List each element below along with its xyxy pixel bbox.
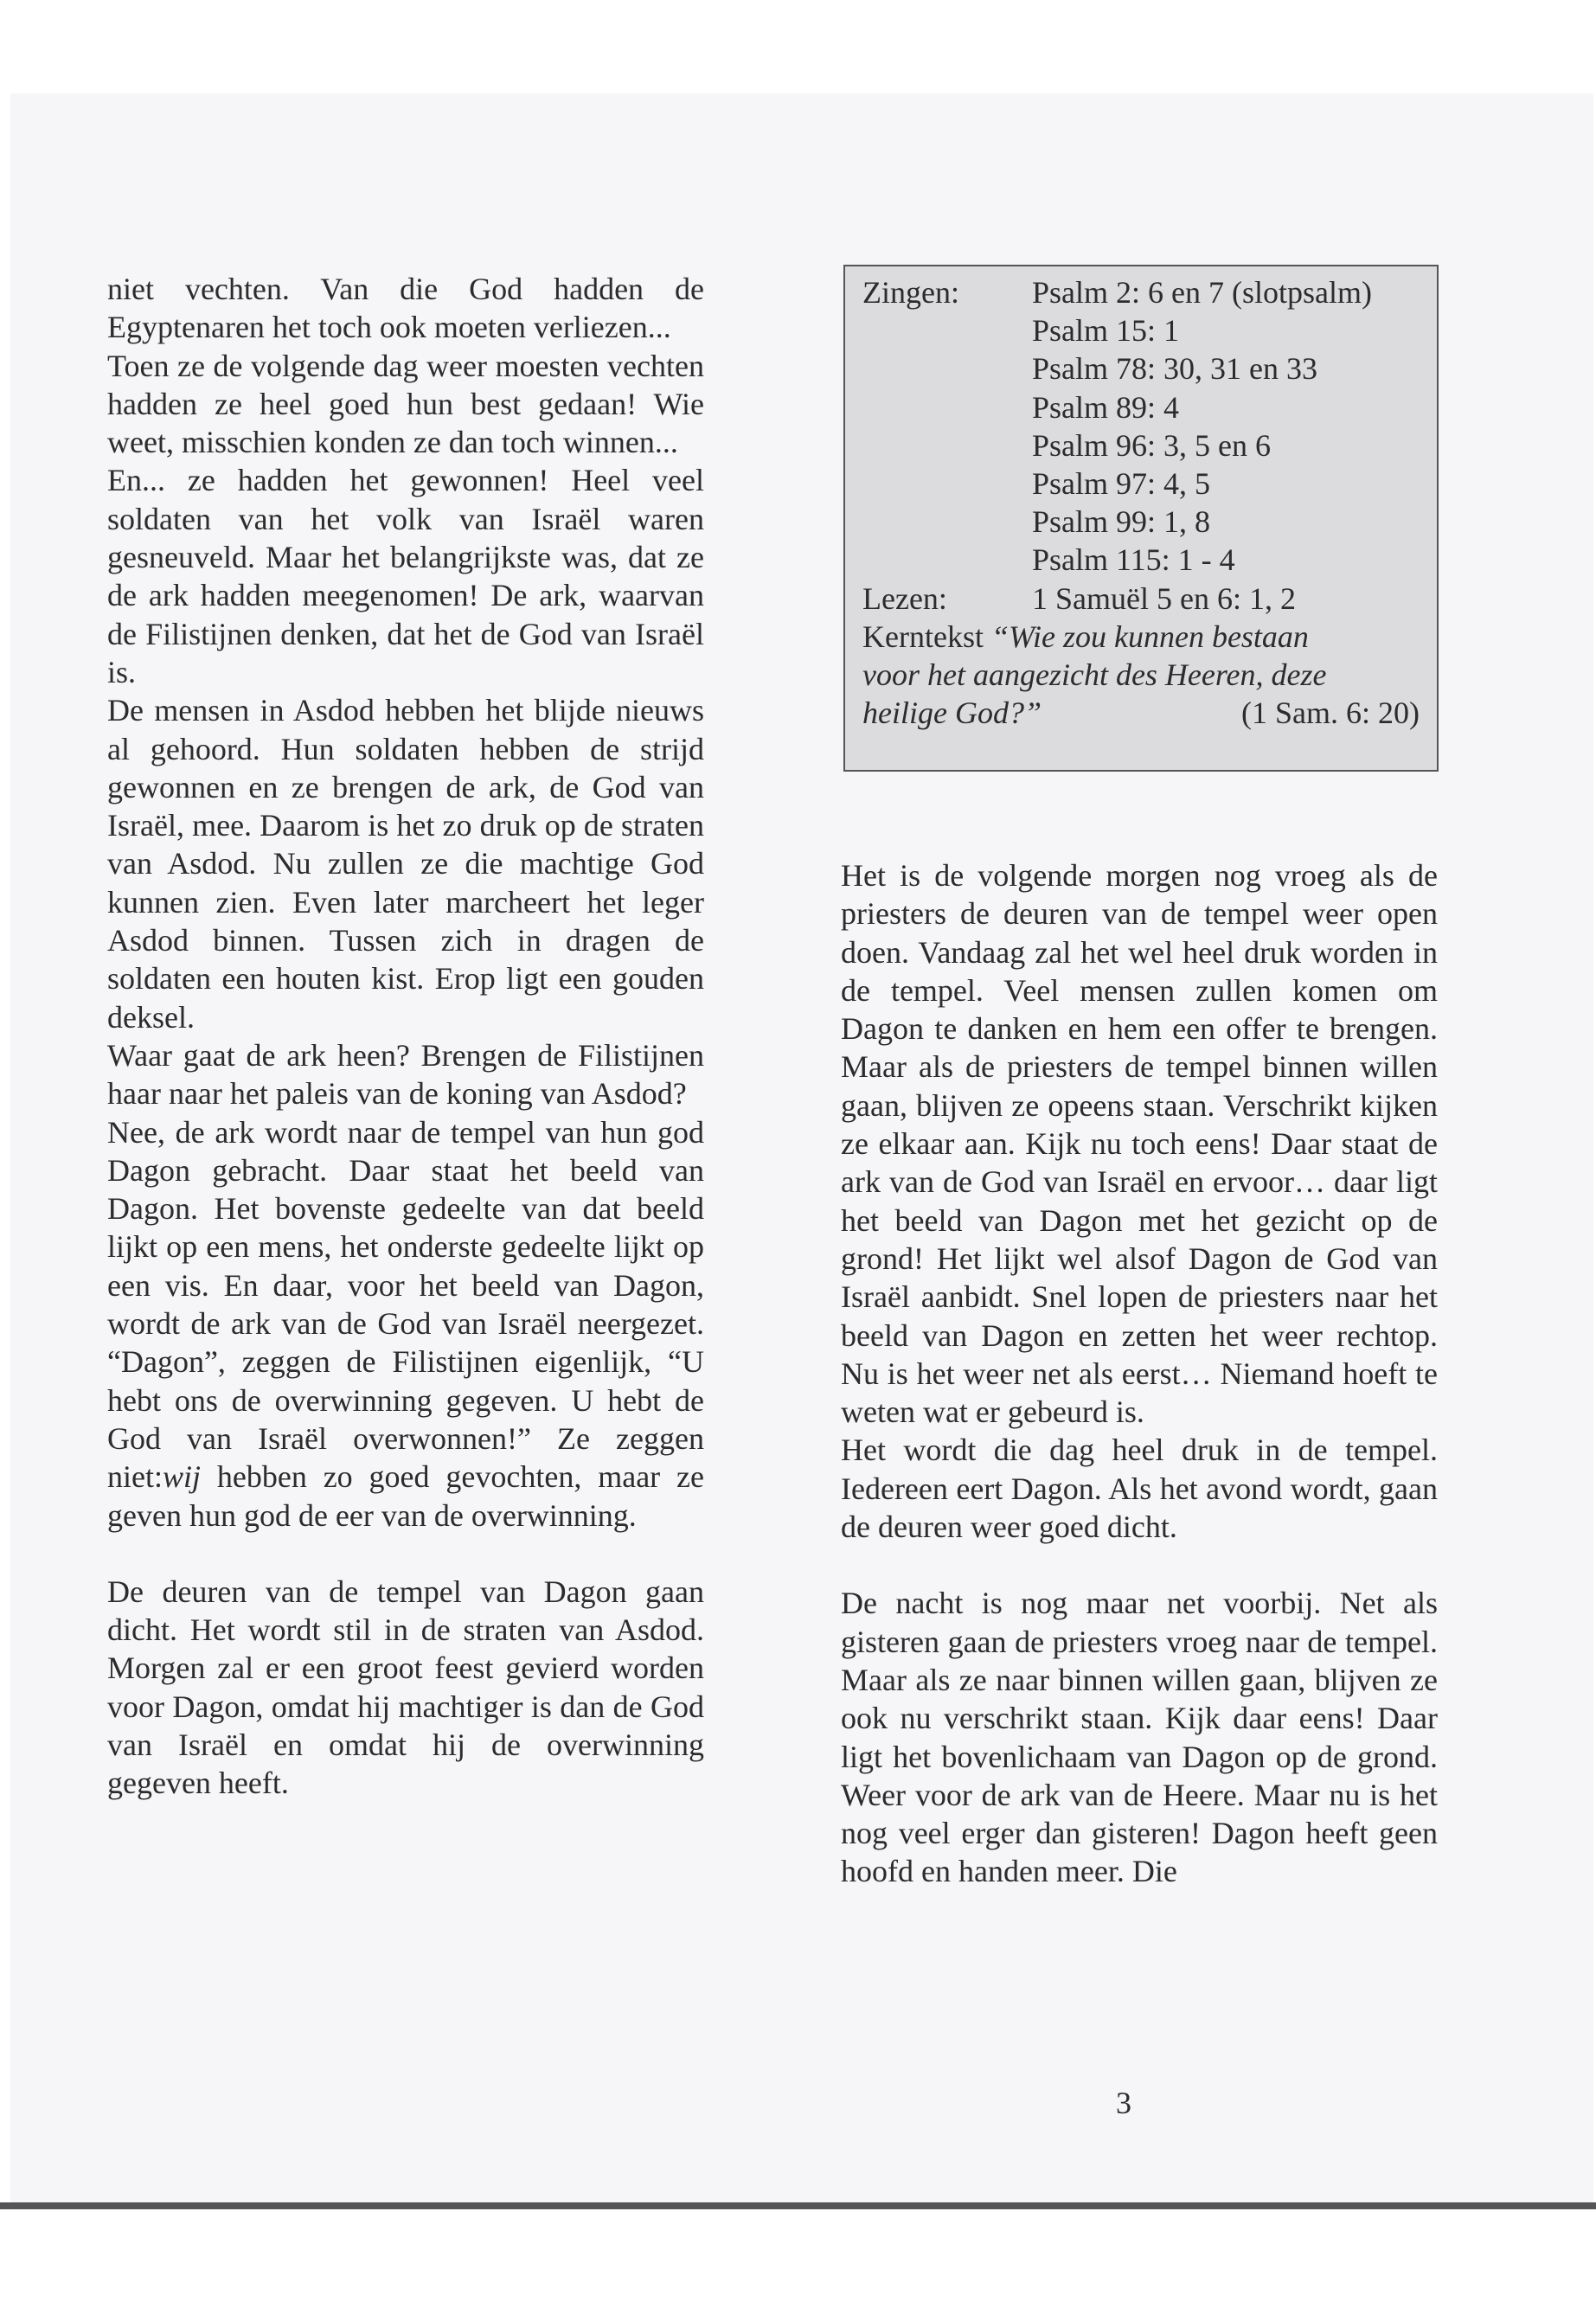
- kerntekst-row-2: [862, 656, 1420, 694]
- psalm-row: [862, 503, 1420, 541]
- psalm-row-indent: [862, 349, 1032, 388]
- zingen-label: Zingen:: [862, 275, 959, 310]
- left-column: [107, 270, 704, 1803]
- left-paragraph-6-rest: hebben zo goed gevochten, maar ze geven hun god de eer van de overwinning.: [107, 1459, 704, 1533]
- kerntekst-line-1: “Wie zou kunnen bestaan: [990, 619, 1309, 654]
- lezen-label: Lezen:: [862, 580, 947, 616]
- kerntekst-label: Kerntekst: [862, 619, 984, 654]
- lezen-row: [862, 580, 1420, 618]
- psalm-row: [862, 426, 1420, 465]
- kerntekst-line-2: voor het aangezicht des Heeren, deze: [862, 657, 1327, 693]
- right-column: [841, 856, 1438, 1891]
- left-paragraph-6-italic: wij: [162, 1459, 201, 1495]
- left-paragraph-4: De mensen in Asdod hebben het blijde nieuws al gehoord. Hun soldaten hebben de strijd gewonnen en ze brengen de ark, de God van Israël, mee. Daarom is het zo druk op de straten van Asdod. Nu zullen ze die machtige God kunnen zien. Even later marcheert het leger Asdod binnen. Tussen zich in dragen de soldaten een houten kist. Erop ligt een gouden deksel.: [107, 693, 704, 1035]
- psalm-row-indent: [862, 503, 1032, 541]
- left-paragraph-5: Waar gaat de ark heen? Brengen de Filistijnen haar naar het paleis van de koning van Asdod?: [107, 1037, 704, 1112]
- left-paragraph-1: niet vechten. Van die God hadden de Egyptenaren het toch ook moeten verliezen...: [107, 272, 704, 345]
- left-paragraph-2: Toen ze de volgende dag weer moesten vechten hadden ze heel goed hun best gedaan! Wie weet, misschien konden ze dan toch winnen...: [107, 348, 704, 460]
- kerntekst-row: [862, 618, 1420, 656]
- left-paragraph-6-text: Nee, de ark wordt naar de tempel van hun god Dagon gebracht. Daar staat het beeld van Dagon. Het bovenste gedeelte van dat beeld lijkt op een mens, het onderste gedeelte lijkt op een vis. En daar, voor het beeld van Dagon, wordt de ark van de God van Israël neergezet. “Dagon”, zeggen de Filistijnen eigenlijk, “U hebt ons de overwinning gegeven. U hebt de God van Israël overwonnen!” Ze zeggen niet:: [107, 1114, 704, 1495]
- psalm-item: Psalm 99: 1, 8: [1032, 504, 1211, 540]
- psalm-row-indent: [862, 311, 1032, 349]
- psalm-row-indent: [862, 426, 1032, 465]
- left-paragraph-3: En... ze hadden het gewonnen! Heel veel soldaten van het volk van Israël waren gesneuveld. Maar het belangrijkste was, dat ze de ark hadden meegenomen! De ark, waarvan de Filistijnen denken, dat het de God van Israël is.: [107, 463, 704, 689]
- left-paragraph-7: De deuren van de tempel van Dagon gaan dicht. Het wordt stil in de straten van Asdod. Morgen zal er een groot feest gevierd worden voor Dagon, omdat hij machtiger is dan de God van Israël en omdat hij de overwinning gegeven heeft.: [107, 1574, 704, 1801]
- psalm-item: Psalm 97: 4, 5: [1032, 466, 1211, 502]
- zingen-row: [862, 273, 1420, 311]
- lezen-value: 1 Samuël 5 en 6: 1, 2: [1032, 580, 1296, 616]
- kerntekst-row-3: [862, 694, 1420, 732]
- kerntekst-line-3: heilige God?”: [862, 695, 1042, 731]
- psalm-item: Psalm 78: 30, 31 en 33: [1032, 351, 1317, 387]
- page-number: 3: [1116, 2086, 1131, 2120]
- psalm-row-indent: [862, 541, 1032, 579]
- psalm-row: [862, 349, 1420, 388]
- psalm-item: Psalm 96: 3, 5 en 6: [1032, 427, 1271, 463]
- psalm-row: [862, 541, 1420, 579]
- page-bottom-edge: [0, 2202, 1596, 2209]
- right-paragraph-2: Het wordt die dag heel druk in de tempel. Iedereen eert Dagon. Als het avond wordt, gaan de deuren weer goed dicht.: [841, 1433, 1438, 1545]
- psalm-row: [862, 465, 1420, 503]
- psalm-item: Psalm 89: 4: [1032, 389, 1180, 425]
- left-paragraph-6: [107, 1113, 704, 1535]
- psalm-item: Psalm 15: 1: [1032, 313, 1180, 349]
- psalm-row: [862, 388, 1420, 426]
- kerntekst-reference: (1 Sam. 6: 20): [1241, 695, 1420, 731]
- psalm-item: Psalm 2: 6 en 7 (slotpsalm): [1032, 275, 1372, 310]
- psalm-row: [862, 311, 1420, 349]
- psalm-row-indent: [862, 388, 1032, 426]
- song-reading-box: [843, 265, 1439, 772]
- right-paragraph-3: De nacht is nog maar net voorbij. Net als gisteren gaan de priesters vroeg naar de tempel. Maar als ze naar binnen willen gaan, blijven ze ook nu verschrikt staan. Kijk daar eens! Daar ligt het bovenlichaam van Dagon op de grond. Weer voor de ark van de Heere. Maar nu is het nog veel erger dan gisteren! Dagon heeft geen hoofd en handen meer. Die: [841, 1586, 1438, 1889]
- psalm-row-indent: [862, 465, 1032, 503]
- right-paragraph-1: Het is de volgende morgen nog vroeg als de priesters de deuren van de tempel weer open doen. Vandaag zal het wel heel druk worden in de tempel. Veel mensen zullen komen om Dagon te danken en hem een offer te brengen. Maar als de priesters de tempel binnen willen gaan, blijven ze opeens staan. Verschrikt kijken ze elkaar aan. Kijk nu toch eens! Daar staat de ark van de God van Israël en ervoor… daar ligt het beeld van Dagon met het gezicht op de grond! Het lijkt wel alsof Dagon de God van Israël aanbidt. Snel lopen de priesters naar het beeld van Dagon en zetten het weer rechtop. Nu is het weer net als eerst… Niemand hoeft te weten wat er gebeurd is.: [841, 858, 1438, 1430]
- psalm-item: Psalm 115: 1 - 4: [1032, 542, 1235, 578]
